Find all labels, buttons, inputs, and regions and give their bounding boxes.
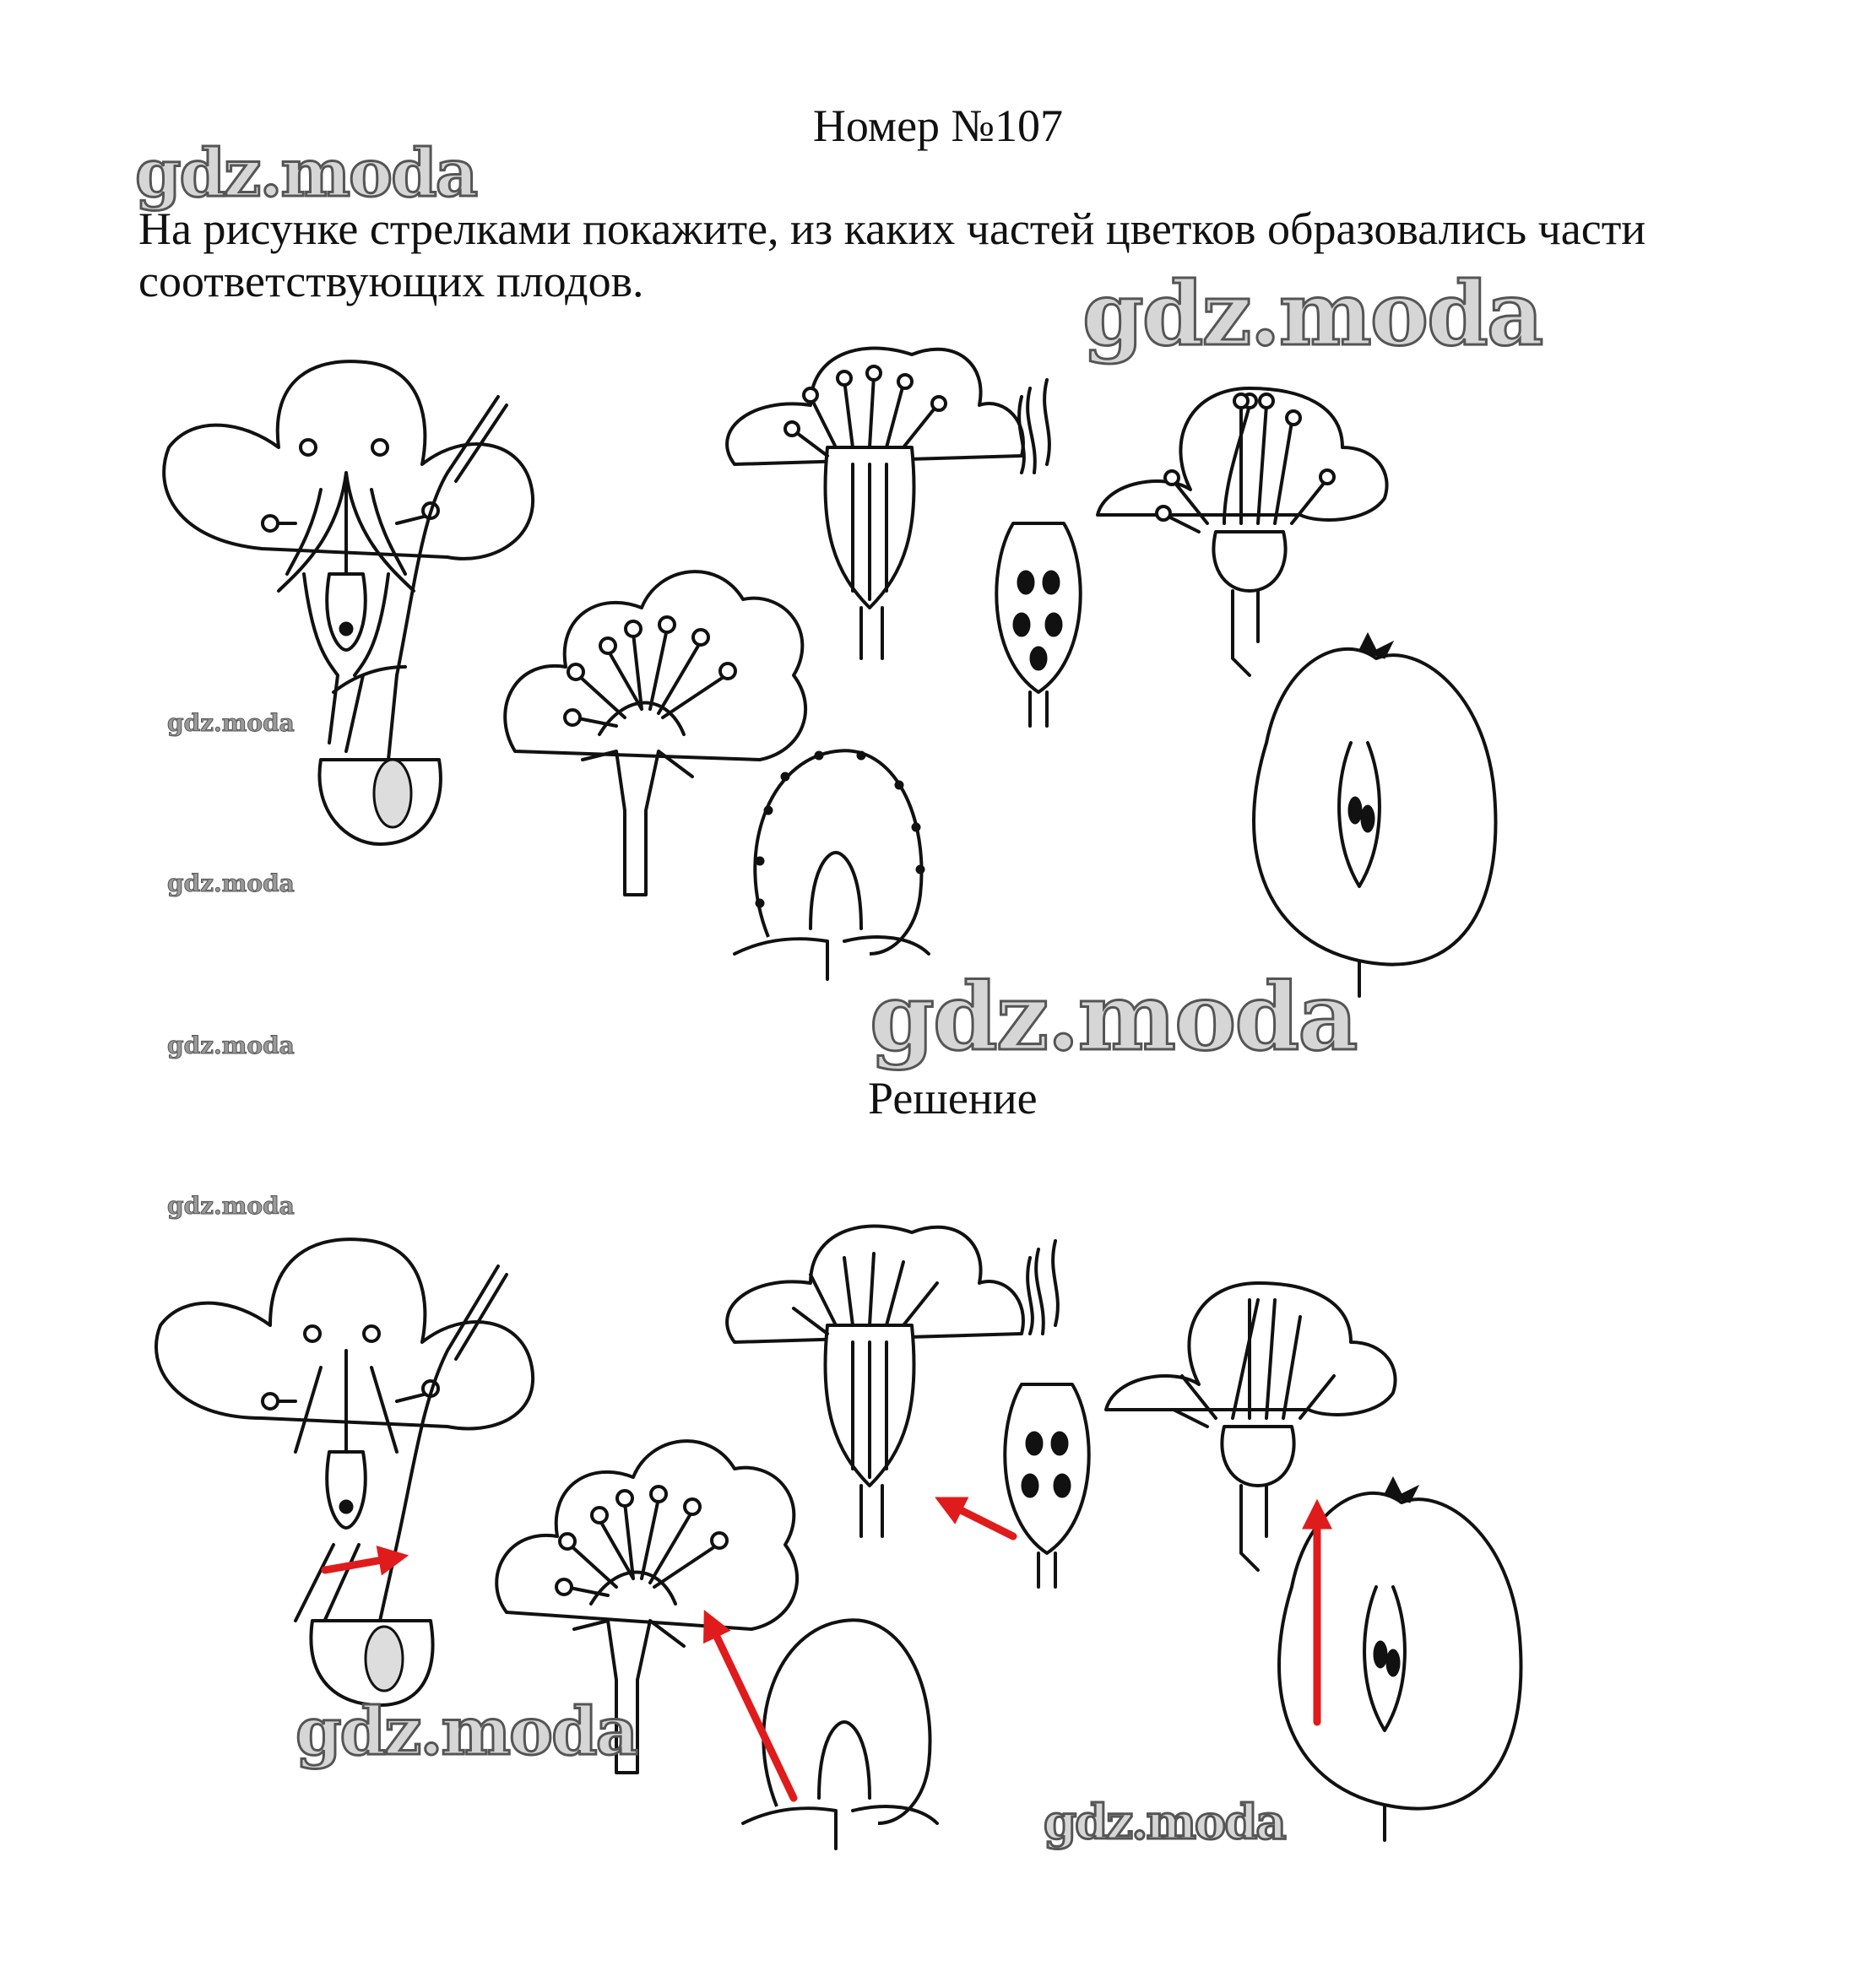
rose-hip: [1005, 1241, 1088, 1587]
cherry-flower: [156, 1239, 533, 1705]
strawberry-fruit: [743, 1620, 937, 1849]
watermark-bottom-right: gdz.moda: [1044, 1795, 1285, 1850]
solution-label: Решение: [868, 1073, 1038, 1124]
watermark-small-1: gdz.moda: [167, 709, 295, 737]
watermark-small-3: gdz.moda: [167, 1032, 295, 1059]
watermark-top-right: gdz.moda: [1082, 262, 1543, 366]
page-title: Номер №107: [812, 100, 1064, 151]
cherry-flower: [164, 361, 533, 844]
apple-fruit: [1254, 633, 1495, 996]
watermark-center: gdz.moda: [870, 962, 1357, 1071]
watermark-top-left: gdz.moda: [135, 135, 477, 212]
task-text: На рисунке стрелками покажите, из каких частей цветков образовались части соответствующих плодов.: [138, 203, 1646, 306]
arrow-cherry: [325, 1557, 397, 1570]
strawberry-fruit: [735, 750, 929, 979]
watermark-bottom-left: gdz.moda: [295, 1693, 637, 1770]
task-figure: [144, 321, 1579, 1030]
apple-flower: [1098, 388, 1387, 675]
arrow-rose: [946, 1503, 1013, 1536]
watermark-small-4: gdz.moda: [167, 1192, 295, 1220]
watermark-small-2: gdz.moda: [167, 869, 295, 897]
